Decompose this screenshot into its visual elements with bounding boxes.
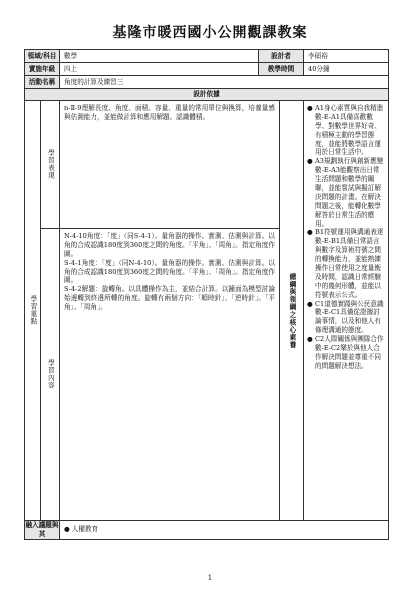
time-label: 教學時間	[259, 63, 304, 76]
grade-value: 四上	[60, 63, 259, 76]
core-literacy-list	[304, 101, 389, 521]
performance-label: 學習表現	[46, 149, 55, 180]
content-label: 學習內容	[46, 359, 55, 390]
unit-label: 活動名稱	[25, 76, 60, 89]
learning-focus-cell	[25, 101, 41, 521]
header-row-1	[25, 50, 389, 63]
content-line: N-4-10角度：「度」（同S-4-1）。量角器的操作。實測、估測與計算。以角的合成認識180度到360度之間的角度。「平角」、「周角」。指定角度作圖。	[64, 232, 276, 258]
unit-row	[25, 76, 389, 89]
issue-value-cell: ● 人權教育	[60, 521, 389, 540]
subject-label: 領域/科目	[25, 50, 60, 63]
core-item-text: A1身心素質與自我精進 數-E-A1具備喜歡數學、對數學世界好奇、有積極主動的學習態度，並能將數學語言運用於日常生活中。	[315, 104, 384, 157]
core-item-text: C2人際關係與團隊合作 數-E-C2樂於與他人合作解決問題並尊重不同的問題解決想法。	[315, 335, 384, 370]
time-value: 40分鐘	[304, 63, 389, 76]
content-label-cell	[41, 229, 60, 521]
design-basis-heading: 設計依據	[25, 89, 389, 101]
content-line: S-4-2解題：旋轉角。以具體操作為主，並結合計算。以鐘面為模型討論始邊轉到終邊所轉的角度。旋轉有兩個方向：「順時針」、「逆時針」。「平角」、「周角」。	[64, 285, 276, 312]
subject-value: 數學	[60, 50, 259, 63]
page-number: 1	[207, 574, 213, 582]
unit-value: 角度的計算及練習三	[60, 76, 389, 89]
performance-label-cell	[41, 101, 60, 229]
design-basis-row	[25, 89, 389, 101]
issue-label: 融入議題與其	[25, 521, 59, 538]
lesson-plan-table	[24, 49, 389, 540]
designer-value: 李碩裕	[304, 50, 389, 63]
header-row-2	[25, 63, 389, 76]
core-item-text: A3規劃執行與創新應變 數-E-A3能觀察出日常生活問題和數學的關聯，並能嘗試與擬訂解決問題的計畫。在解決問題之後，能轉化數學解答於日常生活的應用。	[315, 157, 384, 228]
core-item: ● A3規劃執行與創新應變 數-E-A3能觀察出日常生活問題和數學的關聯，並能嘗試與擬訂解決問題的計畫。在解決問題之後，能轉化數學解答於日常生活的應用。	[307, 157, 384, 228]
performance-row	[25, 101, 389, 229]
core-item-text: C1道德實踐與公民意識 數-E-C1具備從證據討論事情，以及和他人有條理溝通的態度。	[315, 299, 384, 335]
designer-label: 設計者	[259, 50, 304, 63]
core-label: 總綱與領綱之核心素養	[287, 272, 296, 349]
core-item: ● B1符號運用與溝通表達 數-E-B1具備日常語言與數字及算術符號之間的轉換能力，並能熟練操作日常使用之度量衡及時間，認識日常經驗中的幾何形體，並能以符號表示公式。	[307, 228, 384, 299]
page-title: 基隆市暖西國小公開觀課教案	[112, 25, 308, 41]
grade-label: 實施年級	[25, 63, 60, 76]
core-item: ● C1道德實踐與公民意識 數-E-C1具備從證據討論事情，以及和他人有條理溝通的態度。	[307, 299, 384, 335]
issue-value: 人權教育	[71, 525, 99, 534]
learning-focus-label: 學習重點	[28, 295, 37, 326]
core-item: ● A1身心素質與自我精進 數-E-A1具備喜歡數學、對數學世界好奇、有積極主動的學習態度，並能將數學語言運用於日常生活中。	[307, 104, 384, 157]
issue-row	[25, 521, 389, 540]
performance-text: n-Ⅱ-9理解長度、角度、面積、容量、重量的常用單位與換算，培養量感與估測能力，並能做計算和應用解題。認識體積。	[60, 101, 280, 229]
content-text	[60, 229, 280, 521]
core-label-cell	[280, 101, 304, 521]
core-item: ● C2人際關係與團隊合作 數-E-C2樂於與他人合作解決問題並尊重不同的問題解決想法。	[307, 335, 384, 370]
content-line: S-4-1角度：「度」（同N-4-10）。量角器的操作。實測、估測與計算。以角的合成認識180度到360度之間的角度。「平角」、「周角」。指定角度作圖。	[64, 258, 276, 285]
core-item-text: B1符號運用與溝通表達 數-E-B1具備日常語言與數字及算術符號之間的轉換能力，並能熟練操作日常使用之度量衡及時間，認識日常經驗中的幾何形體，並能以符號表示公式。	[315, 228, 384, 299]
